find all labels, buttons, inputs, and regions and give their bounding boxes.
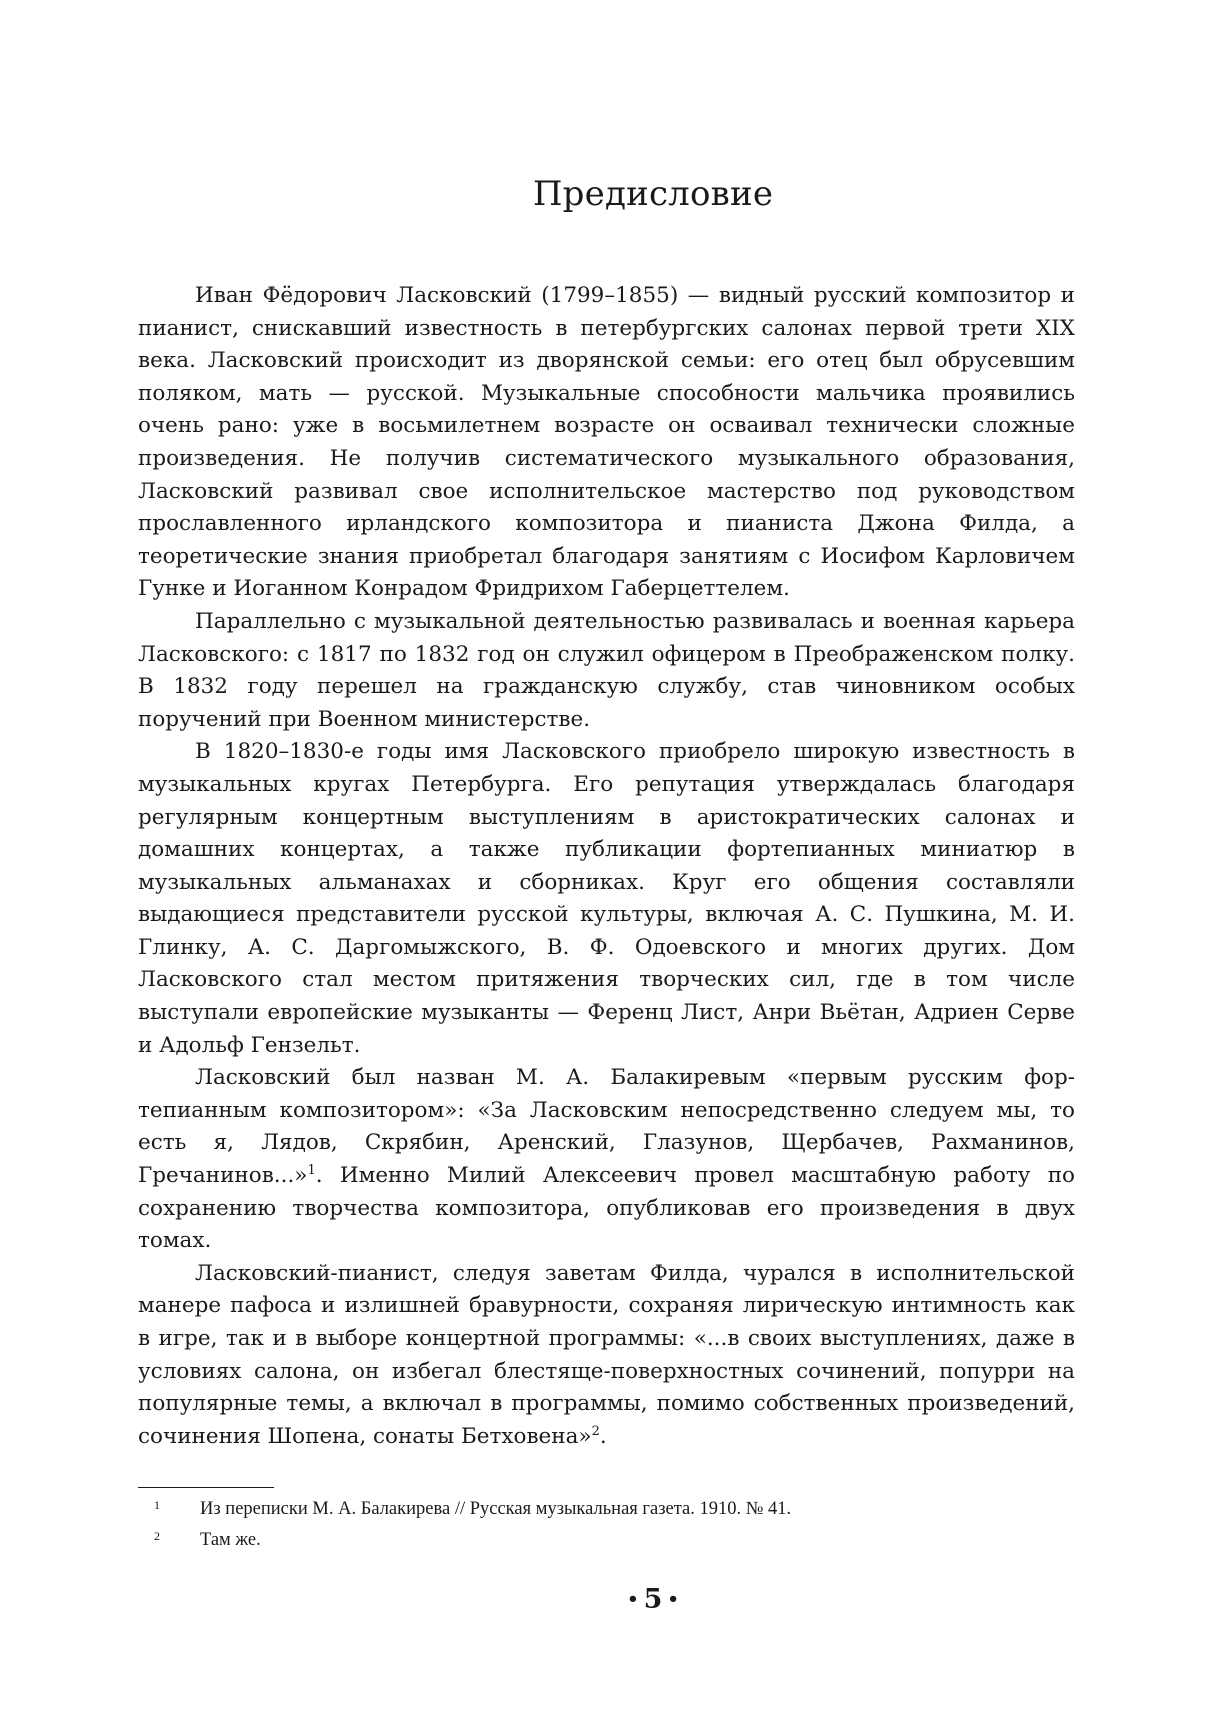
paragraph bbox=[138, 1062, 1075, 1258]
footnote-number: 2 bbox=[154, 1529, 160, 1543]
footnote-divider bbox=[138, 1487, 274, 1488]
paragraph-text: Ласковский был назван М. А. Балакиревым «первым русским фортепианным композитором»: «За Ласковским непосредственно следуем мы, то есть я, Лядов, Скрябин, Аренский, Глазунов, Щербачев, Рахманинов, Гречанинов...» bbox=[138, 1065, 1075, 1189]
paragraph-text: Параллельно с музыкальной деятельностью развивалась и военная карьера Ласковского: с 1817 по 1832 год он служил офицером в Преображенском полку. В 1832 году перешел на гражданскую службу, став чиновником особых поручений при Военном министерстве. bbox=[138, 608, 1075, 732]
paragraph bbox=[138, 1258, 1075, 1454]
paragraph bbox=[138, 736, 1075, 1062]
page-number-value: 5 bbox=[643, 1584, 663, 1615]
body-text bbox=[138, 280, 1075, 1453]
footnote-reference[interactable]: 2 bbox=[591, 1423, 600, 1439]
footnotes bbox=[138, 1494, 1075, 1556]
paragraph bbox=[138, 280, 1075, 606]
footnote-reference[interactable]: 1 bbox=[307, 1163, 316, 1179]
page-number bbox=[0, 1583, 1211, 1617]
footnote-number: 1 bbox=[154, 1498, 160, 1512]
paragraph-text: . bbox=[599, 1423, 607, 1449]
paragraph-text: В 1820–1830-е годы имя Ласковского приобрело широкую известность в музыкальных кругах Петербурга. Его репутация утверждалась благодаря регулярным концертным выступлениям в аристократических салонах и домашних концертах, а также публикации фортепианных миниатюр в музыкальных альманахах и сборниках. Круг его общения составляли выдающиеся представители русской культуры, включая А. С. Пушкина, М. И. Глинку, А. С. Даргомыжского, В. Ф. Одоевского и многих других. Дом Ласковского стал местом притяжения творческих сил, где в том числе выступали европейские музыканты — Ференц Лист, Анри Вьётан, Адриен Серве и Адольф Гензельт. bbox=[138, 739, 1075, 1058]
paragraph-text: Иван Фёдорович Ласковский (1799–1855) — видный русский композитор и пианист, снискавший известность в петербургских салонах первой трети XIX века. Ласковский происходит из дворянской семьи: его отец был обрусевшим поляком, мать — русской. Музыкальные способности мальчика проявились очень рано: уже в восьмилетнем возрасте он осваивал технически сложные произведения. Не получив систематического музыкального образования, Ласковский развивал свое исполнительское мастерство под руководством прославленного ирландского композитора и пианиста Джона Филда, а теоретические знания приобретал благодаря занятиям с Иосифом Карловичем Гунке и Иоганном Конрадом Фридрихом Габерцеттелем. bbox=[138, 283, 1075, 602]
paragraph-text: Ласковский-пианист, следуя заветам Филда, чурался в исполнительской манере пафоса и излишней бравурности, сохраняя лирическую интимность как в игре, так и в выборе концертной программы: «...в своих выступлениях, даже в условиях салона, он избегал блестяще-поверхностных сочинений, попурри на популярные темы, а включал в программы, помимо собственных произведений, сочинения Шопена, сонаты Бетховена» bbox=[138, 1260, 1075, 1449]
page-title: Предисловие bbox=[532, 174, 774, 214]
footnote bbox=[138, 1494, 1075, 1525]
bullet-ornament-icon: • bbox=[627, 1589, 639, 1610]
paragraph bbox=[138, 606, 1075, 736]
paragraph-text: . Именно Милий Алексеевич провел масштабную работу по сохранению творчества композитора, опубликовав его произведения в двух томах. bbox=[138, 1163, 1075, 1254]
footnote-text: Из переписки М. А. Балакирева // Русская музыкальная газета. 1910. № 41. bbox=[200, 1499, 792, 1519]
footnote bbox=[138, 1525, 1075, 1556]
bullet-ornament-icon: • bbox=[667, 1589, 679, 1610]
footnote-text: Там же. bbox=[200, 1530, 261, 1550]
